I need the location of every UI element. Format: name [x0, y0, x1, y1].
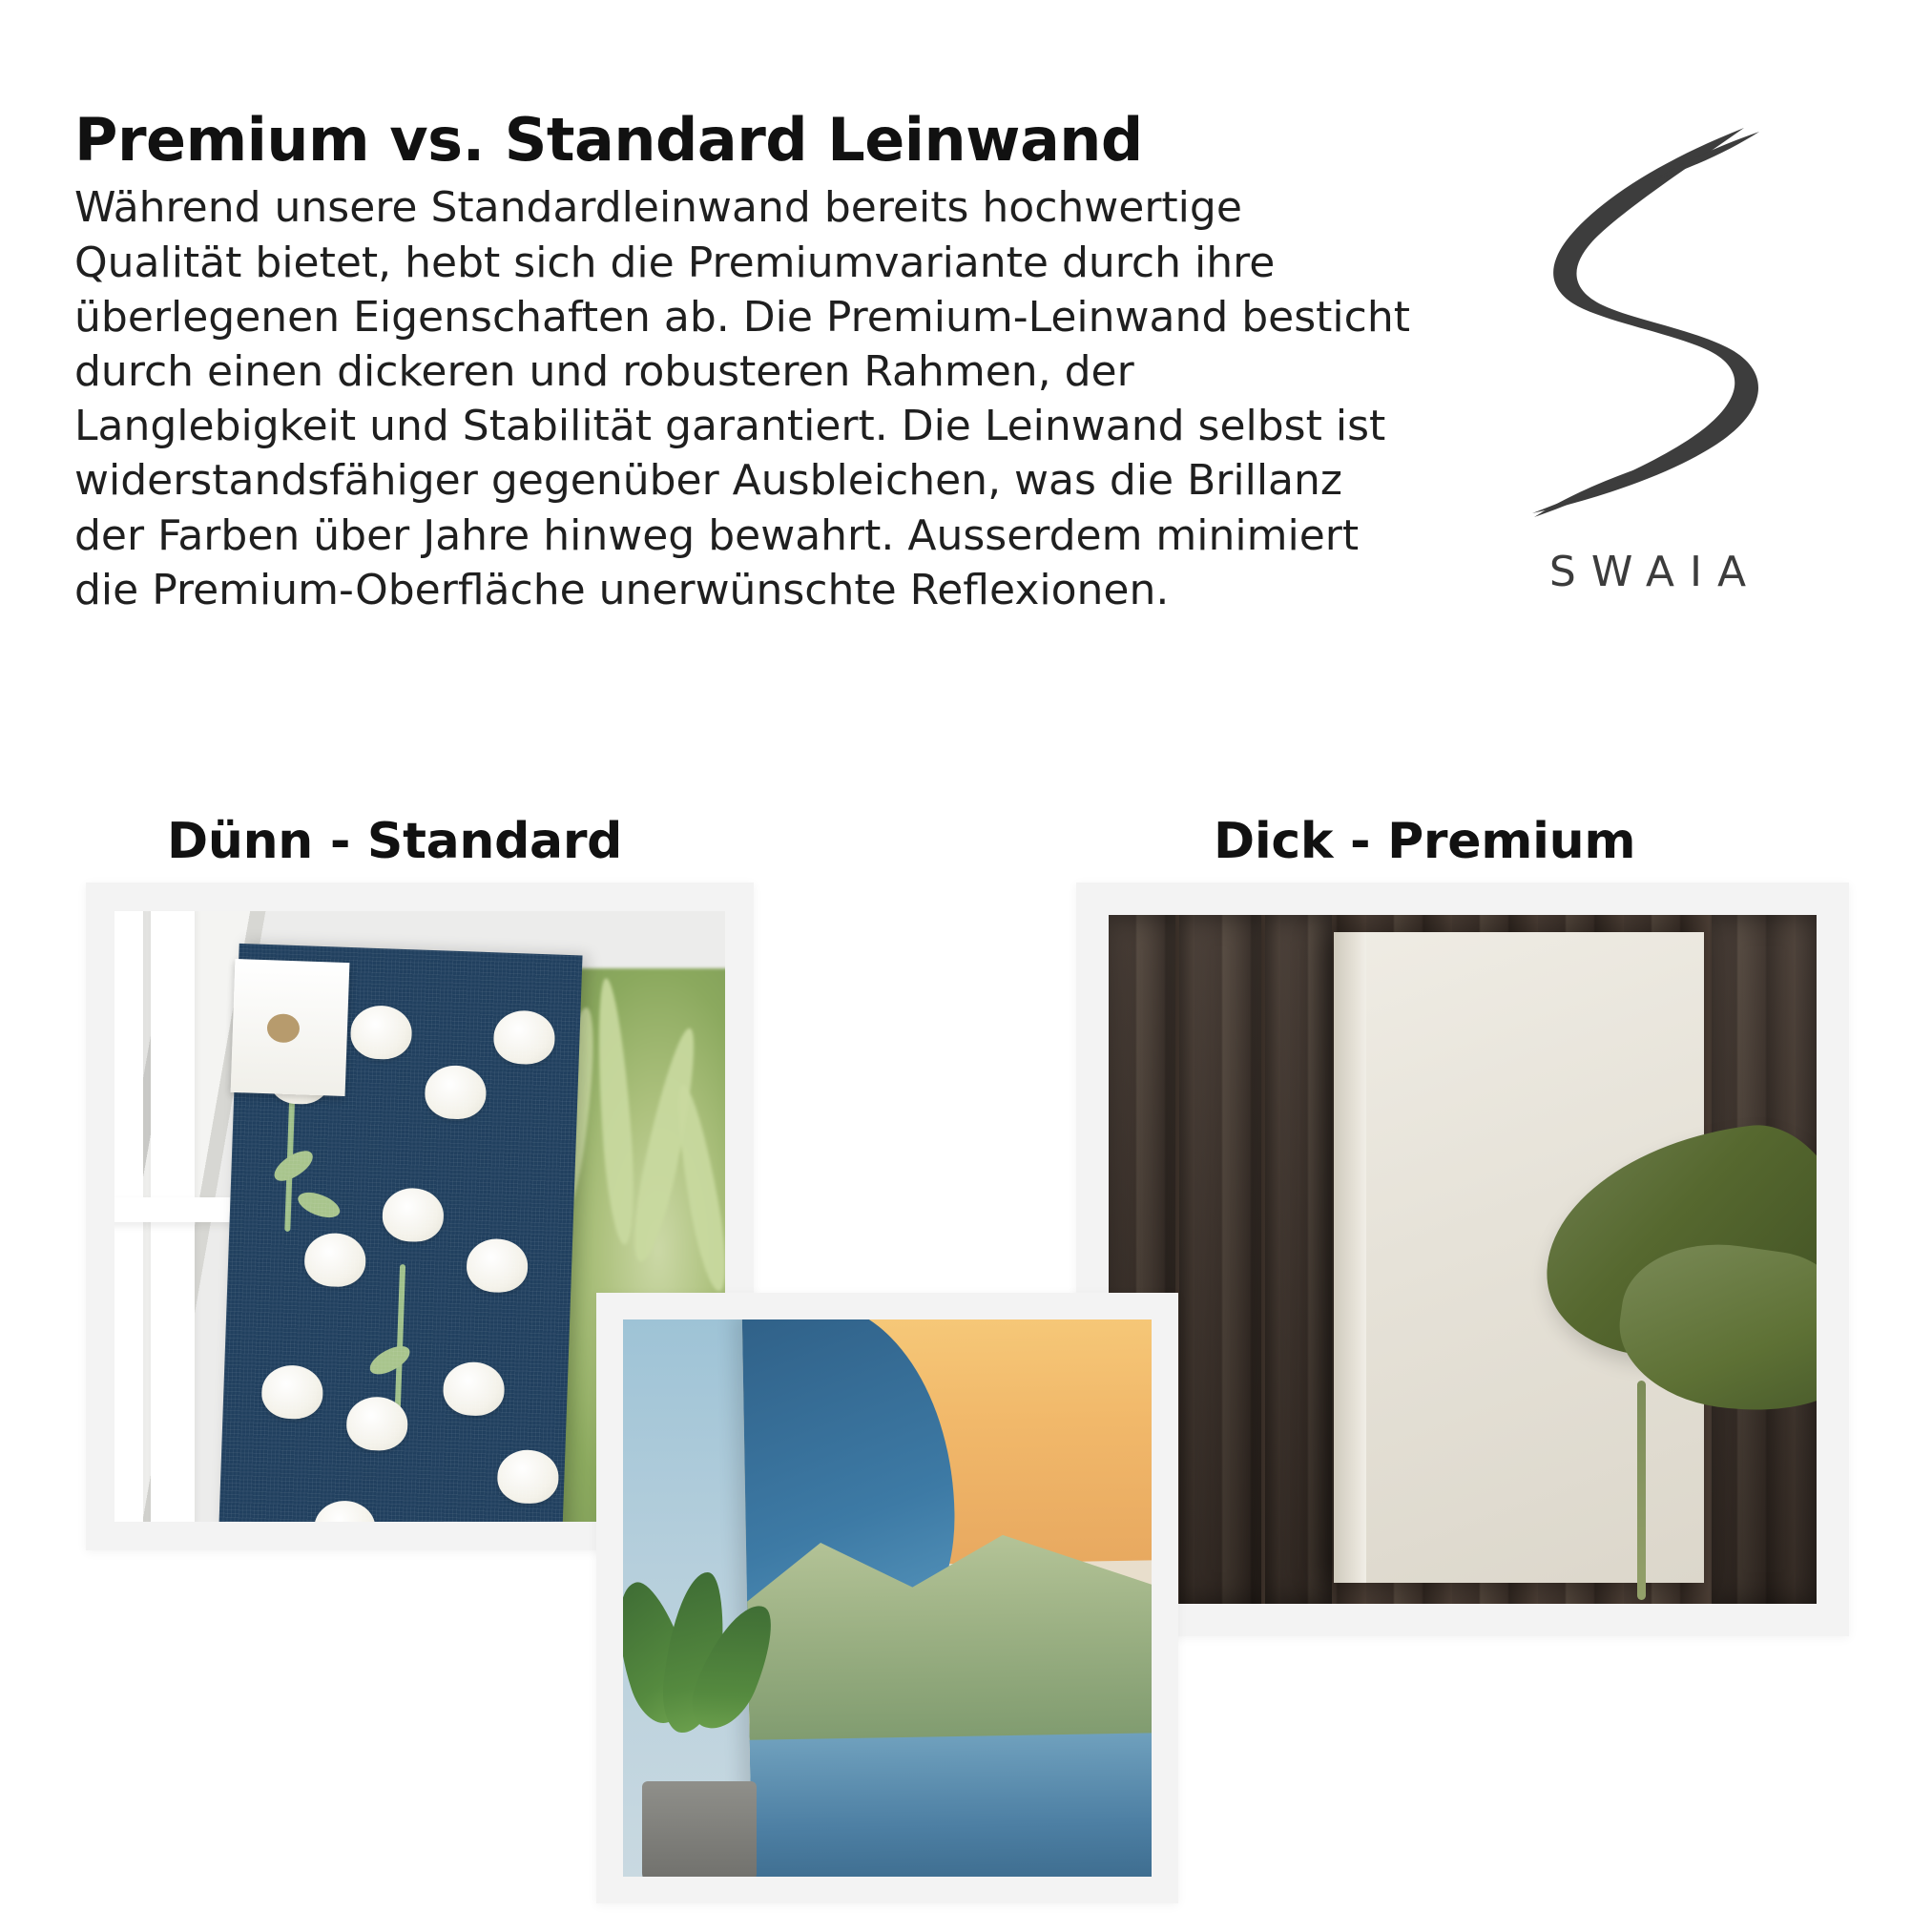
brand-logo — [1505, 122, 1791, 637]
text-block — [74, 107, 1429, 617]
caption-premium: Dick - Premium — [1214, 813, 1636, 870]
premium-canvas-thick-edge — [1334, 932, 1366, 1583]
caption-standard: Dünn - Standard — [167, 813, 623, 870]
center-detail-card — [596, 1293, 1178, 1903]
painted-canvas-edge — [742, 1319, 1152, 1877]
foreground-plant — [623, 1571, 795, 1877]
premium-photo-card — [1076, 883, 1849, 1636]
page-title: Premium vs. Standard Leinwand — [74, 105, 1143, 175]
brand-wordmark: SWAIA — [1548, 548, 1762, 596]
thick-premium-canvas-photo — [1109, 915, 1817, 1604]
swaia-s-swoosh-logo-icon — [1519, 122, 1776, 542]
premium-canvas-front — [1334, 932, 1704, 1583]
canvas-edge-detail-photo — [623, 1319, 1152, 1877]
description-paragraph: Während unsere Standardleinwand bereits hochwertige Qualität bietet, hebt sich die Premiumvariante durch ihre überlegenen Eigenschaften ab. Die Premium-Leinwand besticht durch einen dickeren und robusteren Rahmen, der Langlebigkeit und Stabilität garantiert. Die Leinwand selbst ist widerstandsfähiger gegenüber Ausbleichen, was die Brillanz der Farben über Jahre hinweg bewahrt. Ausserdem minimiert die Premium-Oberfläche unerwünschte Reflexionen. — [74, 183, 1410, 614]
plant-pot — [642, 1781, 757, 1877]
canvas-corner-tag — [231, 959, 350, 1096]
center-photo-alt — [623, 1319, 624, 1320]
